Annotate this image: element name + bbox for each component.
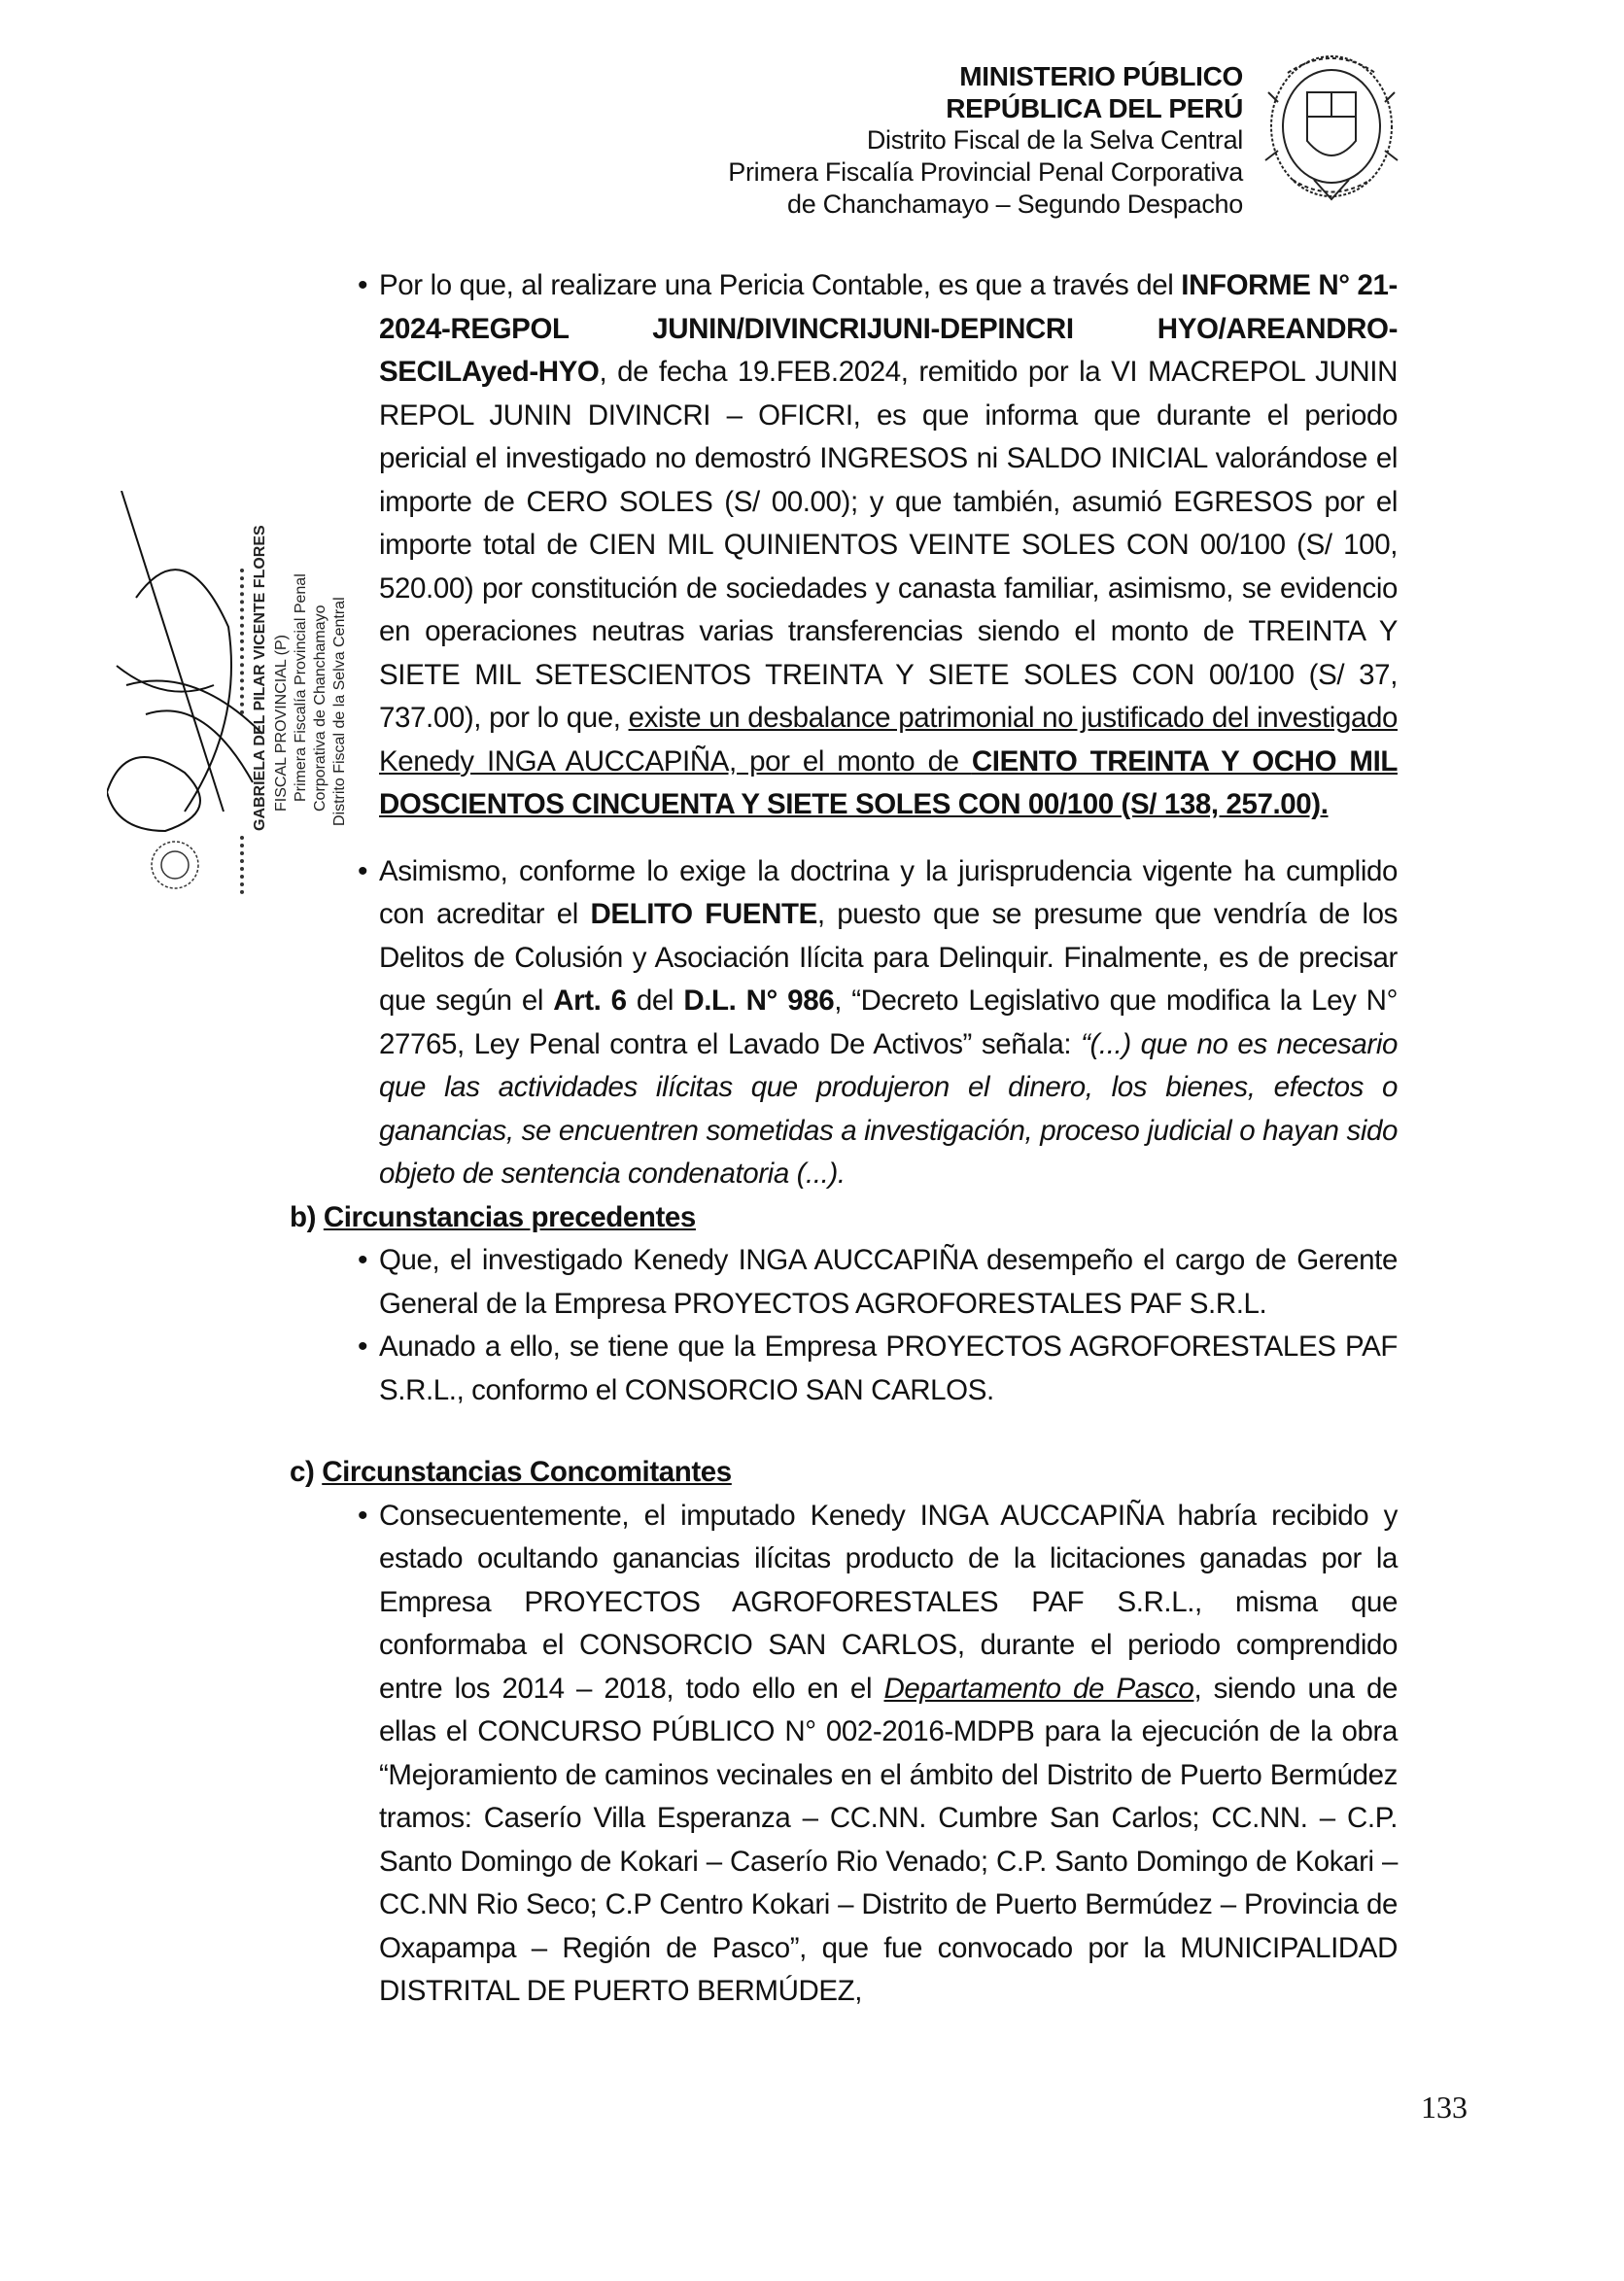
amount-highlight: CIENTO TREINTA Y OCHO MIL DOSCIENTOS CINCUENTA Y SIETE SOLES CON 00/100 (S/ 138, 257.00). [379, 744, 1398, 820]
coat-of-arms-seal-icon [1254, 34, 1409, 219]
stamp-district: Distrito Fiscal de la Selva Central [331, 597, 348, 826]
section-letter: b) [290, 1200, 317, 1233]
stamp-title: FISCAL PROVINCIAL (P) [273, 635, 290, 812]
header-country: REPÚBLICA DEL PERÚ [946, 93, 1243, 123]
header-district: Distrito Fiscal de la Selva Central [866, 125, 1243, 155]
stamp-office-2: Corporativa de Chanchamayo [312, 605, 328, 812]
section-letter: c) [290, 1456, 315, 1488]
stamp-name: GABRIELA DEL PILAR VICENTE FLORES [252, 525, 268, 831]
page-number: 133 [1421, 2090, 1468, 2125]
text: , siendo una de ellas el CONCURSO PÚBLICO N° 002-2016-MDPB para la ejecución de la obra “Mejoramiento de caminos vecinales en el ámbito del Distrito de Puerto Bermúdez tramos: Caserío Villa Esperanza – CC.NN. Cumbre San Carlos; CC.NN. – C.P. Santo Domingo de Kokari – Caserío Rio Venado; C.P. Santo Domingo de Kokari – CC.NN Rio Seco; C.P Centro Kokari – Distrito de Puerto Bermúdez – Provincia de Oxapampa – Región de Pasco”, que fue convocado por la MUNICIPALIDAD DISTRITAL DE PUERTO BERMÚDEZ, [379, 1672, 1398, 2007]
text: , “Decreto Legislativo que modifica la Ley N° 27765, Ley Penal contra el Lavado De Activos” señala: [379, 985, 1398, 1060]
informe-reference: INFORME N° 21-2024-REGPOL JUNIN/DIVINCRIJUNI-DEPINCRI HYO/AREANDRO-SECILAyed-HYO [379, 269, 1398, 388]
section-title: Circunstancias precedentes [323, 1200, 696, 1233]
bold-term: DELITO FUENTE [590, 898, 817, 930]
paragraph-delito-fuente [321, 850, 1398, 1196]
underlined-location: Departamento de Pasco [883, 1672, 1194, 1705]
paragraph-precedentes-2: • Aunado a ello, se tiene que la Empresa PROYECTOS AGROFORESTALES PAF S.R.L., conformo el CONSORCIO SAN CARLOS. [321, 1326, 1398, 1412]
paragraph-concomitantes [321, 1495, 1398, 2014]
section-heading-precedentes [290, 1196, 1396, 1240]
section-heading-concomitantes [290, 1451, 1396, 1495]
stamp-office: Primera Fiscalía Provincial Penal [293, 573, 309, 802]
text: Asimismo, conforme lo exige la doctrina y la jurisprudencia vigente ha cumplido con acreditar el [379, 854, 1398, 930]
section-title: Circunstancias Concomitantes [322, 1456, 732, 1488]
paragraph-precedentes-1: • Que, el investigado Kenedy INGA AUCCAPIÑA desempeño el cargo de Gerente General de la Empresa PROYECTOS AGROFORESTALES PAF S.R.L. [321, 1239, 1398, 1326]
text: Consecuentemente, el imputado Kenedy INGA AUCCAPIÑA habría recibido y estado ocultando ganancias ilícitas producto de la licitaciones ganadas por la Empresa PROYECTOS AGROFORESTALES PAF S.R.L., misma que conformaba el CONSORCIO SAN CARLOS, durante el periodo comprendido entre los 2014 – 2018, todo ello en el [379, 1499, 1398, 1705]
bold-term: D.L. N° 986 [683, 985, 835, 1017]
text: del [626, 985, 684, 1017]
letterhead [563, 60, 1243, 221]
text: Por lo que, al realizare una Pericia Contable, es que a través del [379, 269, 1182, 301]
text: , de fecha 19.FEB.2024, remitido por la VI MACREPOL JUNIN REPOL JUNIN DIVINCRI – OFICRI, es que informa que durante el periodo pericial el investigado no demostró INGRESOS ni SALDO INICIAL valorándose el importe de CERO SOLES (S/ 00.00); y que también, asumió EGRESOS por el importe total de CIEN MIL QUINIENTOS VEINTE SOLES CON 00/100 (S/ 100, 520.00) por constitución de sociedades y canasta familiar, asimismo, se evidencio en operaciones neutras varias transferencias siendo el monto de TREINTA Y SIETE MIL SETESCIENTOS TREINTA Y SIETE SOLES CON 00/100 (S/ 37, 737.00), por lo que, [379, 356, 1398, 734]
header-institution: MINISTERIO PÚBLICO [959, 61, 1243, 91]
text: , puesto que se presume que vendría de los Delitos de Colusión y Asociación Ilícita para Delinquir. Finalmente, es de precisar que según el [379, 898, 1398, 1017]
header-office-dispatch: de Chanchamayo – Segundo Despacho [787, 190, 1243, 219]
italic-quote: “(...) que no es necesario que las actividades ilícitas que produjeron el dinero, los bienes, efectos o ganancias, se encuentren sometidas a investigación, proceso judicial o hayan sido objeto de sentencia condenatoria (...). [379, 1027, 1398, 1190]
header-office: Primera Fiscalía Provincial Penal Corporativa [728, 157, 1243, 187]
underlined-conclusion: existe un desbalance patrimonial no justificado del investigado Kenedy INGA AUCCAPIÑA, por el monto de [379, 702, 1398, 778]
bold-term: Art. 6 [553, 985, 627, 1017]
paragraph-pericia-contable [321, 264, 1398, 827]
